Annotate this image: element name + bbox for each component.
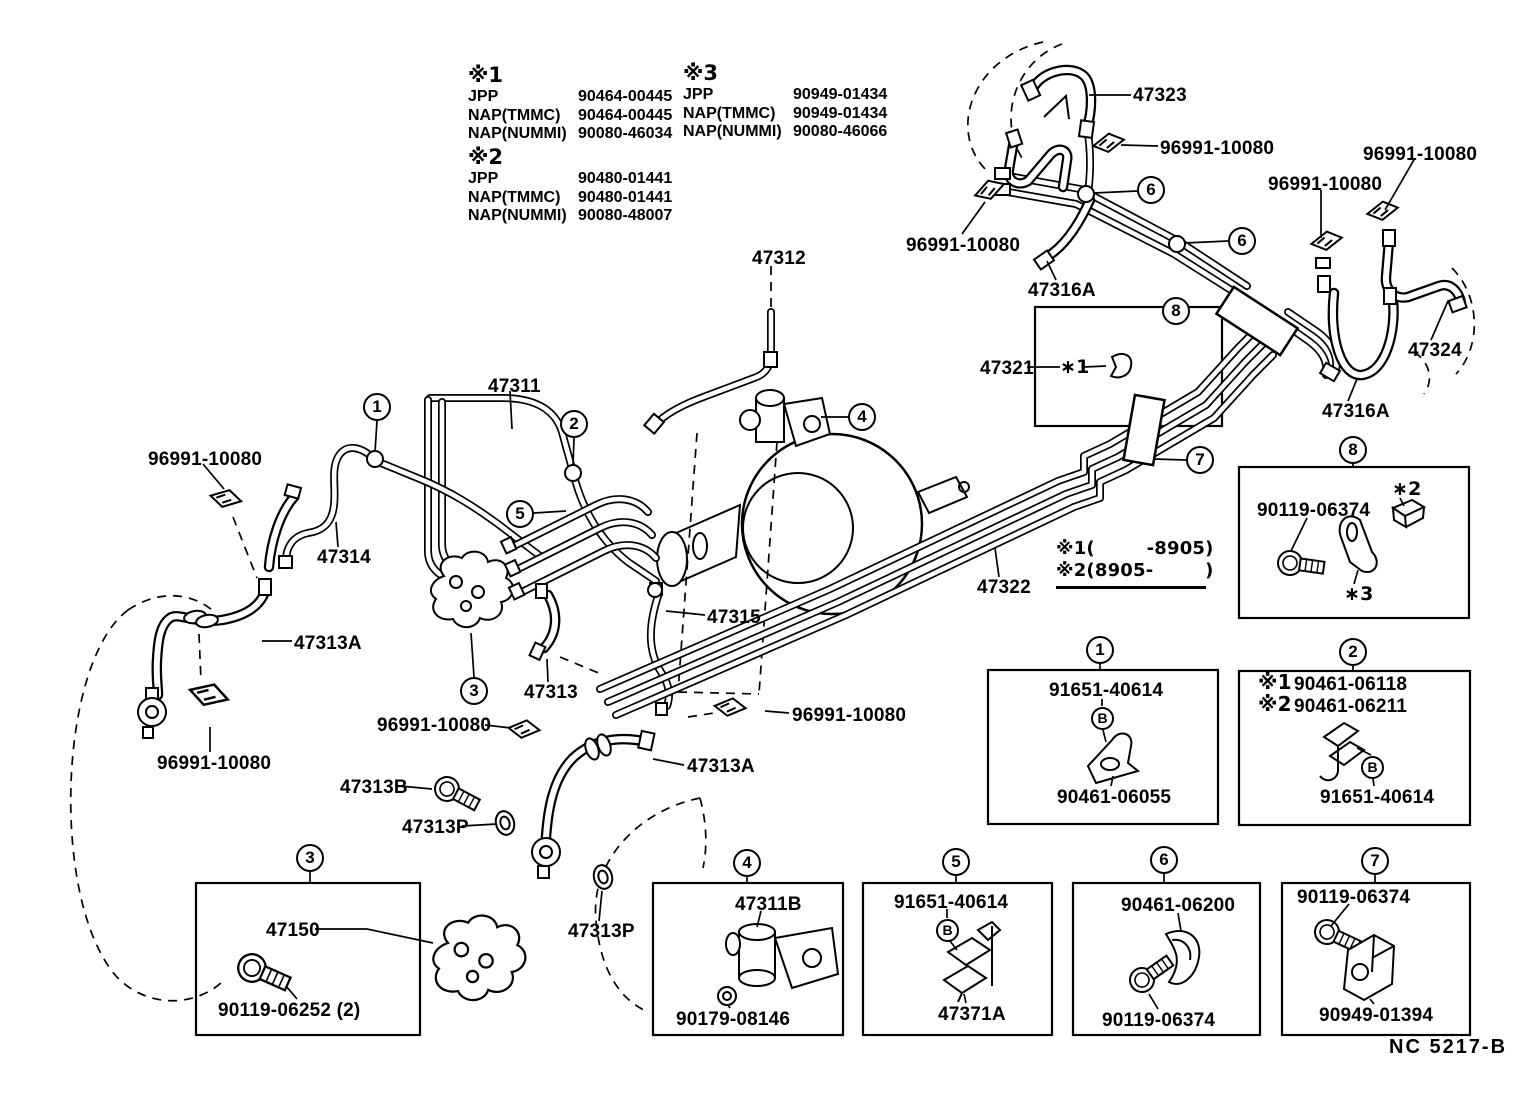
box1-part-bottom: 90461-06055 — [1057, 787, 1172, 808]
plant-code: NAP(NUMMI) — [468, 125, 567, 143]
label-clip-a: 96991-10080 — [1160, 138, 1275, 159]
box3-part-top: 47150 — [266, 920, 320, 941]
box5-part-top: 91651-40614 — [894, 892, 1009, 913]
marker-box-1: 1 — [1086, 636, 1114, 664]
label-47316a-right: 47316A — [1322, 401, 1390, 422]
label-star1: ∗1 — [1060, 356, 1090, 378]
label-47315: 47315 — [707, 607, 761, 628]
plant-code: NAP(NUMMI) — [468, 207, 567, 225]
box2-letter-b: B — [1361, 756, 1384, 779]
box2-part-bottom: 91651-40614 — [1320, 787, 1435, 808]
marker-2: 2 — [560, 410, 588, 438]
tee-union-drawing — [740, 390, 830, 446]
legend-note-3-symbol: ※3 — [683, 61, 719, 85]
marker-7: 7 — [1186, 446, 1214, 474]
box6-part-top: 90461-06200 — [1121, 895, 1236, 916]
marker-box-3: 3 — [296, 844, 324, 872]
plant-code: NAP(TMMC) — [468, 106, 561, 124]
marker-box-7: 7 — [1361, 847, 1389, 875]
production-range-line2: ※2(8905- ) — [1056, 560, 1214, 581]
label-47313b: 47313B — [340, 777, 408, 798]
part-number: 90080-48007 — [578, 207, 673, 225]
label-47316a-top: 47316A — [1028, 280, 1096, 301]
plant-code: JPP — [468, 88, 499, 105]
box8-star2: ∗2 — [1392, 478, 1422, 500]
label-47313p-1: 47313P — [402, 817, 469, 838]
marker-6a: 6 — [1137, 176, 1165, 204]
part-number: 90464-00445 — [578, 88, 673, 105]
marker-6b: 6 — [1228, 227, 1256, 255]
box4-part-bottom: 90179-08146 — [676, 1009, 791, 1030]
label-clip-b: 96991-10080 — [1363, 144, 1478, 165]
part-number: 90949-01434 — [793, 86, 888, 103]
label-clip-e: 96991-10080 — [148, 449, 263, 470]
legend-note-1-symbol: ※1 — [468, 63, 504, 87]
label-47313: 47313 — [524, 682, 578, 703]
label-clip-c: 96991-10080 — [1268, 174, 1383, 195]
legend-note-2-symbol: ※2 — [468, 145, 504, 169]
drawing-number: NC 5217-B — [1389, 1036, 1508, 1058]
label-47321: 47321 — [980, 358, 1034, 379]
label-47314: 47314 — [317, 547, 371, 568]
part-number: 90480-01441 — [578, 188, 673, 206]
legend-note-2 — [468, 146, 672, 226]
label-47311: 47311 — [488, 376, 541, 397]
plant-code: JPP — [468, 170, 499, 187]
marker-5: 5 — [506, 500, 534, 528]
box8-star3: ∗3 — [1344, 583, 1374, 605]
legend-note-1 — [468, 64, 672, 144]
marker-box-2: 2 — [1339, 638, 1367, 666]
bolt-47313b-drawing — [431, 773, 483, 816]
box8-part: 90119-06374 — [1257, 500, 1371, 521]
plant-code: NAP(NUMMI) — [683, 123, 782, 141]
part-number: 90080-46034 — [578, 125, 673, 143]
box4-part-top: 47311B — [735, 894, 802, 915]
label-47323: 47323 — [1133, 85, 1187, 106]
box5-letter-b: B — [936, 919, 959, 942]
label-47324: 47324 — [1408, 340, 1462, 361]
box7-part-top: 90119-06374 — [1297, 887, 1411, 908]
label-clip-d: 96991-10080 — [906, 235, 1021, 256]
part-number: 90080-46066 — [793, 123, 888, 141]
marker-4: 4 — [848, 403, 876, 431]
box1-letter-b: B — [1091, 707, 1114, 730]
marker-box-8: 8 — [1339, 436, 1367, 464]
box1-part-top: 91651-40614 — [1049, 680, 1164, 701]
production-range-underline — [1056, 586, 1206, 589]
marker-box-4: 4 — [733, 849, 761, 877]
production-range-line1: ※1( -8905) — [1056, 538, 1214, 559]
label-clip-f: 96991-10080 — [377, 715, 492, 736]
plant-code: NAP(TMMC) — [468, 188, 561, 206]
part-number: 90949-01434 — [793, 104, 888, 122]
box5-part-bottom: 47371A — [938, 1004, 1006, 1025]
label-47313a-mid: 47313A — [687, 756, 755, 777]
label-clip-h: 96991-10080 — [157, 753, 272, 774]
box2-row1-symbol: ※1 — [1258, 670, 1292, 694]
marker-8a: 8 — [1162, 297, 1190, 325]
box6-part-bottom: 90119-06374 — [1102, 1010, 1216, 1031]
label-clip-g: 96991-10080 — [792, 705, 907, 726]
box7-part-bottom: 90949-01394 — [1319, 1005, 1434, 1026]
box2-row2-part: 90461-06211 — [1294, 696, 1408, 717]
marker-3: 3 — [460, 677, 488, 705]
plant-code: JPP — [683, 86, 714, 103]
box2-row2-symbol: ※2 — [1258, 692, 1292, 716]
marker-box-6: 6 — [1150, 846, 1178, 874]
box3-part-bottom: 90119-06252 (2) — [218, 1000, 361, 1021]
label-47313p-2: 47313P — [568, 921, 635, 942]
part-number: 90480-01441 — [578, 170, 673, 187]
plant-code: NAP(TMMC) — [683, 104, 776, 122]
label-47313a-left: 47313A — [294, 633, 362, 654]
label-47312: 47312 — [752, 248, 806, 269]
brake-booster-drawing — [657, 434, 969, 614]
part-number: 90464-00445 — [578, 106, 673, 124]
marker-box-5: 5 — [942, 848, 970, 876]
label-47322: 47322 — [977, 577, 1031, 598]
proportioning-valve-drawing — [431, 552, 513, 628]
marker-1: 1 — [363, 393, 391, 421]
legend-note-3 — [683, 62, 887, 142]
box2-row1-part: 90461-06118 — [1294, 674, 1408, 695]
